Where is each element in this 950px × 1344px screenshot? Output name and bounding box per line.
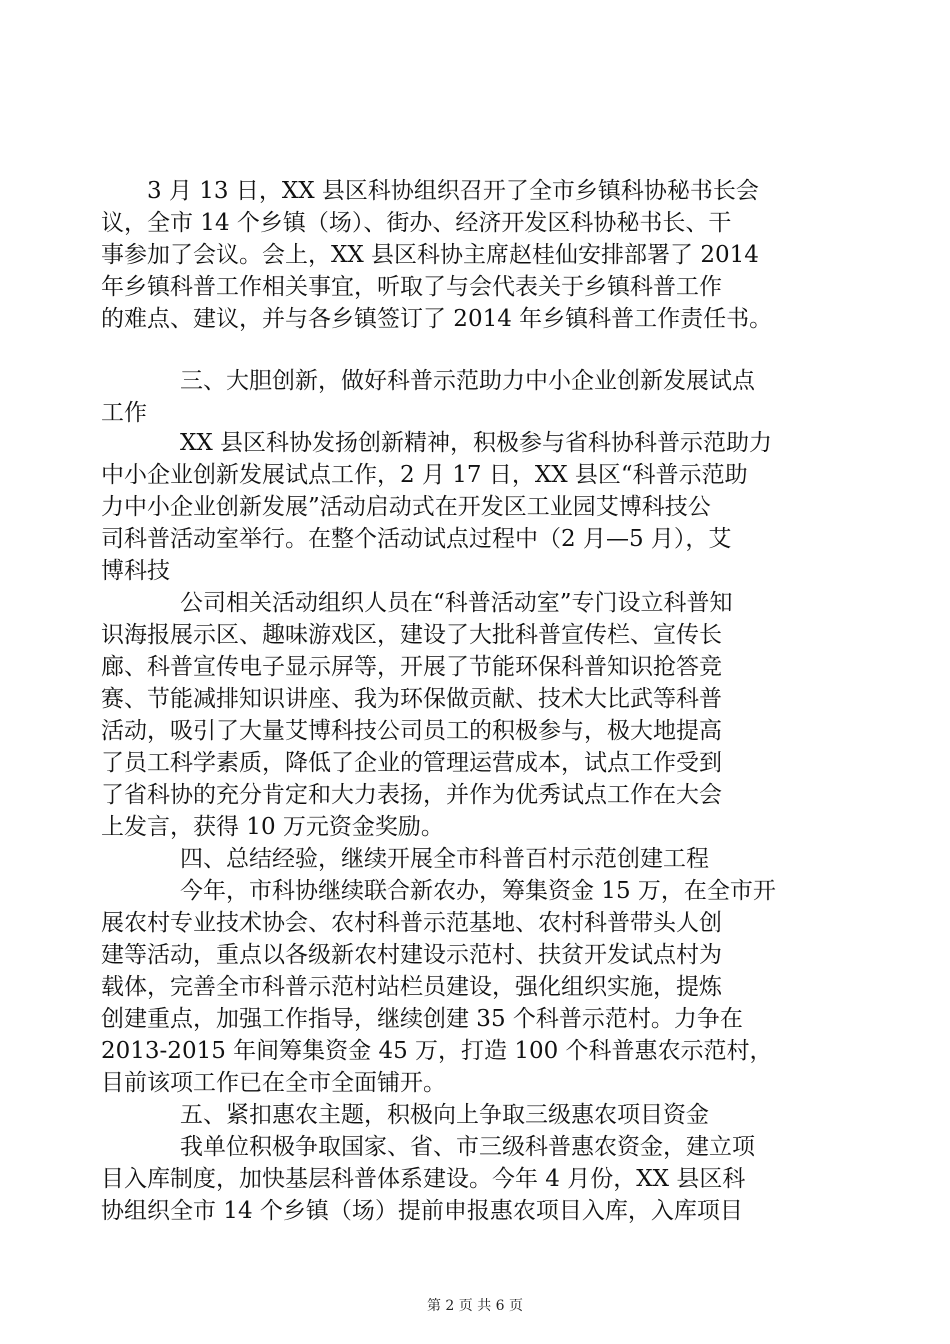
text-line: 司科普活动室举行。在整个活动试点过程中（2 月—5 月），艾	[101, 526, 732, 552]
text-line: 议，全市 14 个乡镇（场）、街办、经济开发区科协秘书长、干	[101, 210, 732, 236]
text-line: 协组织全市 14 个乡镇（场）提前申报惠农项目入库，入库项目	[101, 1198, 743, 1224]
text-line: 中小企业创新发展试点工作，2 月 17 日，XX 县区“科普示范助	[101, 462, 748, 488]
text-line: 建等活动，重点以各级新农村建设示范村、扶贫开发试点村为	[101, 942, 722, 968]
text-line: 了省科协的充分肯定和大力表扬，并作为优秀试点工作在大会	[101, 782, 722, 808]
text-line: 展农村专业技术协会、农村科普示范基地、农村科普带头人创	[101, 910, 722, 936]
text-line: 活动，吸引了大量艾博科技公司员工的积极参与，极大地提高	[101, 718, 722, 744]
text-line: 载体，完善全市科普示范村站栏员建设，强化组织实施，提炼	[101, 974, 722, 1000]
text-line: 目入库制度，加快基层科普体系建设。今年 4 月份，XX 县区科	[101, 1166, 746, 1192]
section-heading-continuation: 工作	[101, 400, 147, 426]
text-line: 事参加了会议。会上，XX 县区科协主席赵桂仙安排部署了 2014	[101, 242, 759, 268]
text-line: 创建重点，加强工作指导，继续创建 35 个科普示范村。力争在	[101, 1006, 743, 1032]
text-line: 我单位积极争取国家、省、市三级科普惠农资金，建立项	[180, 1134, 755, 1160]
text-line: 了员工科学素质，降低了企业的管理运营成本，试点工作受到	[101, 750, 722, 776]
text-line: 的难点、建议，并与各乡镇签订了 2014 年乡镇科普工作责任书。	[101, 306, 773, 332]
text-line: 力中小企业创新发展”活动启动式在开发区工业园艾博科技公	[101, 494, 711, 520]
section-heading: 三、大胆创新，做好科普示范助力中小企业创新发展试点	[180, 368, 755, 394]
text-line: 公司相关活动组织人员在“科普活动室”专门设立科普知	[180, 590, 733, 616]
text-line: 3 月 13 日，XX 县区科协组织召开了全市乡镇科协秘书长会	[147, 178, 759, 204]
text-line: 廊、科普宣传电子显示屏等，开展了节能环保科普知识抢答竞	[101, 654, 722, 680]
text-line: 2013-2015 年间筹集资金 45 万，打造 100 个科普惠农示范村，	[101, 1038, 773, 1064]
text-line: 识海报展示区、趣味游戏区，建设了大批科普宣传栏、宣传长	[101, 622, 722, 648]
text-line: 今年，市科协继续联合新农办，筹集资金 15 万，在全市开	[180, 878, 776, 904]
text-line: 年乡镇科普工作相关事宜，听取了与会代表关于乡镇科普工作	[101, 274, 722, 300]
section-heading: 四、总结经验，继续开展全市科普百村示范创建工程	[180, 846, 709, 872]
text-line: 目前该项工作已在全市全面铺开。	[101, 1070, 446, 1096]
text-line: XX 县区科协发扬创新精神，积极参与省科协科普示范助力	[180, 430, 773, 456]
text-line: 赛、节能减排知识讲座、我为环保做贡献、技术大比武等科普	[101, 686, 722, 712]
page-number-footer: 第 2 页 共 6 页	[426, 1298, 524, 1314]
text-line: 博科技	[101, 558, 170, 584]
section-heading: 五、紧扣惠农主题，积极向上争取三级惠农项目资金	[180, 1102, 709, 1128]
text-line: 上发言，获得 10 万元资金奖励。	[101, 814, 444, 840]
